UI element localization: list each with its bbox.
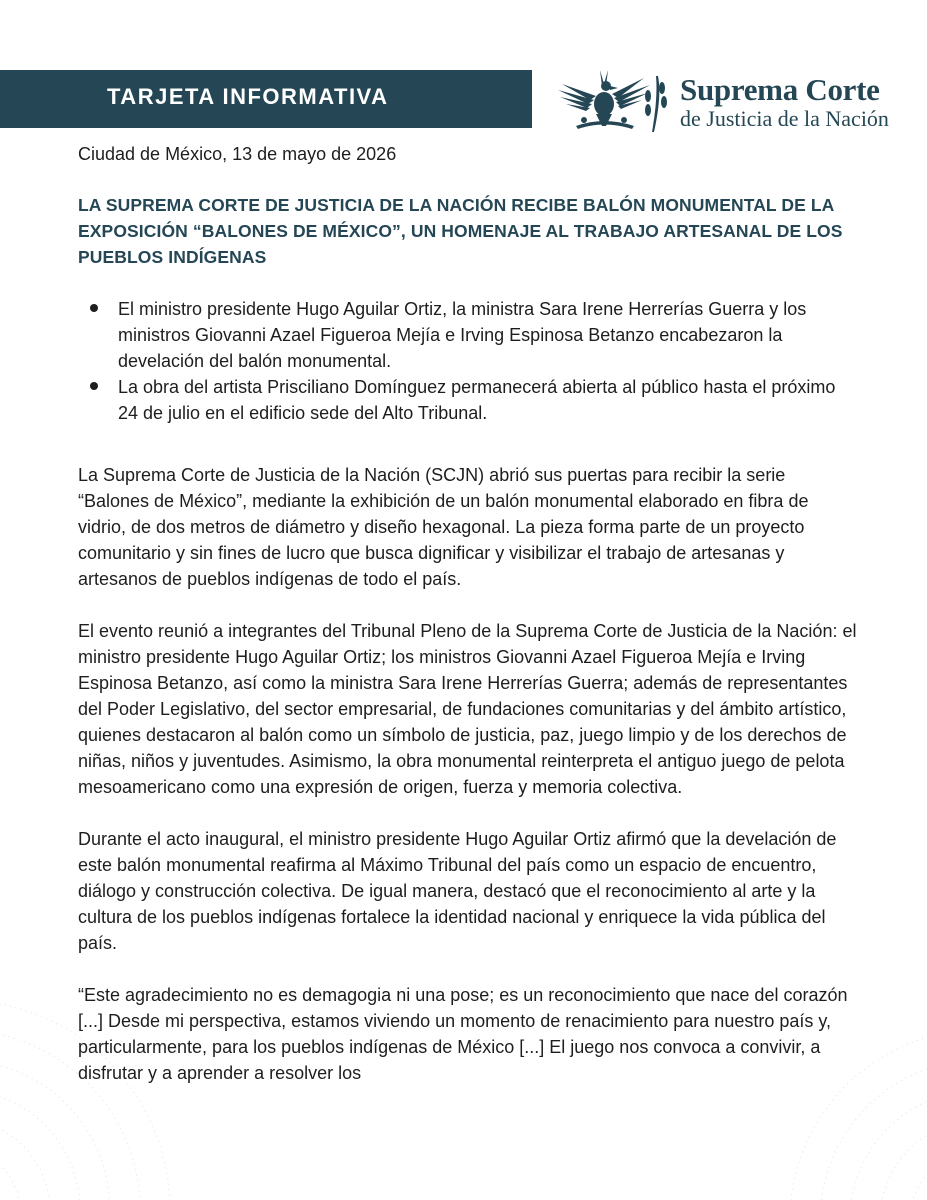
document-type-title: TARJETA INFORMATIVA [107,84,389,109]
eagle-emblem-icon [556,66,674,138]
list-item [118,374,858,426]
dateline: Ciudad de México, 13 de mayo de 2026 [78,144,397,164]
document-body [78,140,858,1086]
bullet-icon [90,382,98,390]
bullet-text: El ministro presidente Hugo Aguilar Ortiz, la ministra Sara Irene Herrerías Guerra y los ministros Giovanni Azael Figueroa Mejía e Irving Espinosa Betanzo encabezaron la develación del balón monumental. [118,299,807,371]
bullet-icon [90,304,98,312]
headline: LA SUPREMA CORTE DE JUSTICIA DE LA NACIÓN RECIBE BALÓN MONUMENTAL DE LA EXPOSICIÓN “BALONES DE MÉXICO”, UN HOMENAJE AL TRABAJO ARTESANAL DE LOS PUEBLOS INDÍGENAS [78,195,843,267]
logo-name: Suprema Corte [680,72,880,107]
bullet-text: La obra del artista Prisciliano Domínguez permanecerá abierta al público hasta el próximo 24 de julio en el edificio sede del Alto Tribunal. [118,377,836,423]
paragraph: Durante el acto inaugural, el ministro presidente Hugo Aguilar Ortiz afirmó que la develación de este balón monumental reafirma al Máximo Tribunal del país como un espacio de encuentro, diálogo y construcción colectiva. De igual manera, destacó que el reconocimiento al arte y la cultura de los pueblos indígenas fortalece la identidad nacional y enriquece la vida pública del país. [78,829,837,953]
scjn-logo [556,66,916,138]
bullet-list [78,296,858,426]
paragraph: “Este agradecimiento no es demagogia ni una pose; es un reconocimiento que nace del corazón [...] Desde mi perspectiva, estamos viviendo un momento de renacimiento para nuestro país y, particularmente, para los pueblos indígenas de México [...] El juego nos convoca a convivir, a disfrutar y a aprender a resolver los [78,985,848,1083]
logo-subtitle: de Justicia de la Nación [680,106,889,131]
paragraph: El evento reunió a integrantes del Tribunal Pleno de la Suprema Corte de Justicia de la Nación: el ministro presidente Hugo Aguilar Ortiz; los ministros Giovanni Azael Figueroa Mejía e Irving Espinosa Betanzo, así como la ministra Sara Irene Herrerías Guerra; además de representantes del Poder Legislativo, del sector empresarial, de fundaciones comunitarias y del ámbito artístico, quienes destacaron al balón como un símbolo de justicia, paz, juego limpio y de los derechos de niñas, niños y juventudes. Asimismo, la obra monumental reinterpreta el antiguo juego de pelota mesoamericano como una expresión de origen, fuerza y memoria colectiva. [78,621,857,797]
paragraph: La Suprema Corte de Justicia de la Nación (SCJN) abrió sus puertas para recibir la serie “Balones de México”, mediante la exhibición de un balón monumental elaborado en fibra de vidrio, de dos metros de diámetro y diseño hexagonal. La pieza forma parte de un proyecto comunitario y sin fines de lucro que busca dignificar y visibilizar el trabajo de artesanas y artesanos de pueblos indígenas de todo el país. [78,465,809,589]
list-item [118,296,858,374]
